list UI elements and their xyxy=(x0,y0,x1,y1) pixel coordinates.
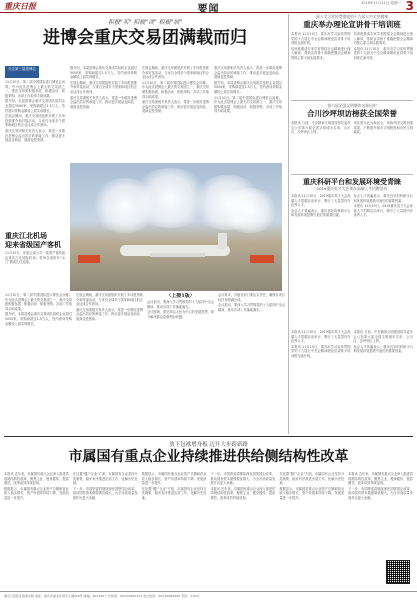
lead-paragraph: 重庆交易团相关负责人表示，将进一步做好进博会溢出效应的承接工作，推动更多展品变商品、展商变投资商。 xyxy=(142,100,209,114)
bottom-paragraph: 下一步，市国资委将继续深化国资国企改革，推动国有资本做强做优做大，为全市高质量发展作出更大贡献。 xyxy=(348,486,413,500)
section-title: 要闻 xyxy=(197,4,220,15)
topic-badge xyxy=(5,66,39,78)
right-top-paragraph: 本报讯 11月10日，重庆市学习宣传贯彻党的十九届五中全会精神理论宣讲骨干培训班在渝开班。 xyxy=(353,46,413,60)
right-low-kicker: 2019重庆英才大会举办高端人才招聘活动 xyxy=(316,186,388,191)
lead-paragraph: 11月10日，第二届中国国际进口博览会闭幕。作为此次进博会上最大的交易团之一，重庆交易团积极参展、积极洽谈、积极采购，各项工作取得丰硕成果。 xyxy=(214,95,282,114)
newspaper-logo: 重庆日报 xyxy=(4,1,36,11)
bottom-paragraph: 本报讯 近年来，市属国有重点企业深入推进供给侧结构性改革，聚焦主业、瘦身健体、提质增效，改革成效持续显现。 xyxy=(210,486,276,500)
bottom-paragraph: 下一步，市国资委将继续深化国资国企改革，推动国有资本做强做优做大，为全市高质量发展作出更大贡献。 xyxy=(210,472,276,486)
lead-column-1 xyxy=(5,80,65,230)
lead-headline: 进博会重庆交易团满载而归 xyxy=(43,28,247,48)
bottom-paragraph: 数据显示，市属国有重点企业资产总额和营业收入稳步增长，资产负债率持续下降，发展质量进一步提升。 xyxy=(141,472,207,486)
photo-caption xyxy=(5,232,65,292)
issue-date: 2019年11月11日 星期一 xyxy=(361,1,401,5)
right-low-paragraph: 本报讯 11月10日，2019重庆英才大会高端人才招聘活动举行，吸引了大量国内外优秀人才。 xyxy=(291,194,351,208)
right-low-paragraph: 本报讯 11月10日，2019重庆英才大会高端人才招聘活动举行，吸引了大量国内外优秀人才。 xyxy=(353,204,413,218)
airport-water-salute-photo xyxy=(70,163,282,291)
masthead xyxy=(0,0,417,13)
lead-paragraph: 11月10日，第二届中国国际进口博览会闭幕。作为此次进博会上最大的交易团之一，重庆交易团积极参展、积极洽谈、积极采购，各项工作取得丰硕成果。 xyxy=(142,80,209,99)
right-mid-paragraph: 本报讯 日前，中央精神文明建设指导委员会公布第六届全国文明城市名单，合川区、沙坪坝区上榜。 xyxy=(353,330,413,344)
bottom-paragraph: 在处置"僵尸企业"方面，市属国有企业坚持分类施策，稳妥有序推进出清工作，化解历史包袱。 xyxy=(279,472,345,486)
lead-column-2 xyxy=(70,66,137,161)
right-top-kicker: 深入学习宣传贯彻党的十九届五中全会精神 xyxy=(315,14,389,19)
lead-paragraph: 据介绍，本届进博会重庆交易团共组织企业超过5000家，采购商超过1.5万人，签约意向采购金额较上届实现增长。 xyxy=(5,312,72,326)
photo-caption-text: 11月10日，东航云南公司一架国产客机抵达重庆江北国际机场，机场以消防车"水门"最高礼仪迎接。 xyxy=(5,251,65,265)
right-mid-paragraph: 本报讯 日前，中央精神文明建设指导委员会公布第六届全国文明城市名单，合川区、沙坪坝区上榜。 xyxy=(291,121,351,135)
lead-paragraph: 据介绍，本届进博会重庆交易团共组织企业超过5000家，采购商超过1.5万人，签约意向采购金额较上届实现增长。 xyxy=(5,99,65,113)
mid-story-paragraph: 会议指出，要深入学习贯彻党的十九届四中全会精神，推动各项工作落地落实。 xyxy=(147,300,214,309)
right-top-paragraph: 培训班邀请专家学者围绕全会精神进行深入解读，帮助宣讲骨干准确把握全会精神的核心要义和实践要求。 xyxy=(291,46,351,60)
bottom-kicker: 放下包袱增身板 迈开大步跨新路 xyxy=(169,442,248,448)
lead-paragraph: 在展会期间，重庆交易团组织开展了多场投资推介和对接活动，与来自全球多个国家和地区的企业达成合作意向。 xyxy=(142,66,209,80)
lead-paragraph: 在展会期间，重庆交易团组织开展了多场投资推介和对接活动，与来自全球多个国家和地区的企业达成合作意向。 xyxy=(76,293,143,307)
lead-paragraph: 据介绍，本届进博会重庆交易团共组织企业超过5000家，采购商超过1.5万人，签约意向采购金额较上届实现增长。 xyxy=(70,66,137,80)
right-low-paragraph: 参会人才普遍表示，重庆良好的科研平台和发展环境是吸引他们的重要因素。 xyxy=(353,344,413,354)
bottom-paragraph: 本报讯 近年来，市属国有重点企业深入推进供给侧结构性改革，聚焦主业、瘦身健体、提质增效，改革成效持续显现。 xyxy=(4,472,69,486)
right-continuation xyxy=(291,330,413,434)
lead-paragraph: 11月10日，第二届中国国际进口博览会闭幕。作为此次进博会上最大的交易团之一，重庆交易团积极参展、积极洽谈、积极采购，各项工作取得丰硕成果。 xyxy=(5,80,65,98)
lead-paragraph: 在展会期间，重庆交易团组织开展了多场投资推介和对接活动，与来自全球多个国家和地区的企业达成合作意向。 xyxy=(70,80,137,94)
middle-band xyxy=(5,293,285,413)
lead-paragraph: 在展会期间，重庆交易团组织开展了多场投资推介和对接活动，与来自全球多个国家和地区的企业达成合作意向。 xyxy=(5,114,65,128)
lead-paragraph: 据介绍，本届进博会重庆交易团共组织企业超过5000家，采购商超过1.5万人，签约意向采购金额较上届实现增长。 xyxy=(214,80,282,94)
photo-caption-title: 重庆江北机场 迎来省级国产客机 xyxy=(5,232,61,249)
page-number: 3 xyxy=(405,0,414,13)
right-top-paragraph: 本报讯 11月10日，重庆市学习宣传贯彻党的十九届五中全会精神理论宣讲骨干培训班在渝开班。 xyxy=(291,32,351,46)
lead-column-4 xyxy=(214,66,282,161)
lead-paragraph: 重庆交易团相关负责人表示，将进一步做好进博会溢出效应的承接工作，推动更多展品变商品、展商变投资商。 xyxy=(70,95,137,109)
right-low-story xyxy=(291,177,413,327)
topic-badge-label: 关注第三届进博会 xyxy=(8,67,36,71)
bottom-paragraph: 下一步，市国资委将继续深化国资国企改革，推动国有资本做强做优做大，为全市高质量发展作出更大贡献。 xyxy=(72,486,138,500)
lead-column-3 xyxy=(142,66,209,161)
mid-story-paragraph: 会议强调，要坚持以人民为中心的发展思想，着力解决群众急难愁盼问题。 xyxy=(147,310,214,319)
right-mid-paragraph: 两区将以此为新起点，持续巩固文明创建成果，不断提升城市文明程度和市民文明素质。 xyxy=(353,121,413,135)
right-mid-headline: 合川沙坪坝访榜获全国荣誉 xyxy=(307,109,397,118)
lead-story-header xyxy=(4,17,286,69)
right-top-paragraph: 培训班邀请专家学者围绕全会精神进行深入解读，帮助宣讲骨干准确把握全会精神的核心要义和实践要求。 xyxy=(353,32,413,46)
lead-kicker: 积极"买" 积极"谈" 积极"展" xyxy=(107,19,183,26)
bottom-paragraph: 数据显示，市属国有重点企业资产总额和营业收入稳步增长，资产负债率持续下降，发展质量进一步提升。 xyxy=(4,486,69,500)
right-low-paragraph: 参会人才普遍表示，重庆良好的科研平台和发展环境是吸引他们的重要因素。 xyxy=(353,194,413,203)
qr-code-icon xyxy=(386,560,410,584)
bottom-story-body xyxy=(4,472,413,588)
lead-paragraph: 11月10日，第二届中国国际进口博览会闭幕。作为此次进博会上最大的交易团之一，重庆交易团积极参展、积极洽谈、积极采购，各项工作取得丰硕成果。 xyxy=(5,293,72,311)
lead-paragraph: 重庆交易团相关负责人表示，将进一步做好进博会溢出效应的承接工作，推动更多展品变商品、展商变投资商。 xyxy=(5,128,65,143)
right-top-headline: 重庆举办理论宣讲骨干培训班 xyxy=(303,20,401,29)
right-top-paragraph: 本报讯 11月10日，重庆市学习宣传贯彻党的十九届五中全会精神理论宣讲骨干培训班在渝开班。 xyxy=(291,344,351,358)
bottom-headline: 市属国有重点企业持续推进供给侧结构性改革 xyxy=(68,449,349,465)
right-low-paragraph: 本报讯 11月10日，2019重庆英才大会高端人才招聘活动举行，吸引了大量国内外优秀人才。 xyxy=(291,330,351,344)
footer-bar: 重庆日报报业集团出版 地址：重庆市渝北区同茂大道416号 邮编：401120 广告热线：023-63907123 发行热线：023-63907400 零售：1.00元 xyxy=(0,591,417,600)
right-top-story xyxy=(291,14,413,98)
lead-paragraph: 重庆交易团相关负责人表示，将进一步做好进博会溢出效应的承接工作，推动更多展品变商品、展商变投资商。 xyxy=(76,307,143,321)
mid-story-paragraph: 会议指出，要深入学习贯彻党的十九届四中全会精神，推动各项工作落地落实。 xyxy=(218,303,285,312)
bottom-paragraph: 在处置"僵尸企业"方面，市属国有企业坚持分类施策，稳妥有序推进出清工作，化解历史包袱。 xyxy=(141,486,207,500)
lead-paragraph: 重庆交易团相关负责人表示，将进一步做好进博会溢出效应的承接工作，推动更多展品变商品、展商变投资商。 xyxy=(214,66,282,80)
right-low-headline: 重庆科研平台和发展环境受青睐 xyxy=(303,177,401,186)
right-mid-story xyxy=(291,103,413,173)
bottom-paragraph: 在处置"僵尸企业"方面，市属国有企业坚持分类施策，稳妥有序推进出清工作，化解历史包袱。 xyxy=(72,472,138,486)
mid-story-paragraph: 会议要求，各级各部门要压实责任，确保各项目标任务圆满完成。 xyxy=(218,293,285,302)
right-low-paragraph: 参会人才普遍表示，重庆良好的科研平台和发展环境是吸引他们的重要因素。 xyxy=(291,208,351,218)
bottom-story-header xyxy=(4,440,413,470)
bottom-paragraph: 数据显示，市属国有重点企业资产总额和营业收入稳步增长，资产负债率持续下降，发展质量进一步提升。 xyxy=(279,486,345,500)
right-mid-kicker: 第六届全国文明城市名单出炉 xyxy=(327,103,377,108)
bottom-paragraph: 本报讯 近年来，市属国有重点企业深入推进供给侧结构性改革，聚焦主业、瘦身健体、提质增效，改革成效持续显现。 xyxy=(348,472,413,486)
mid-story-headline: （上接1版） xyxy=(166,293,195,299)
